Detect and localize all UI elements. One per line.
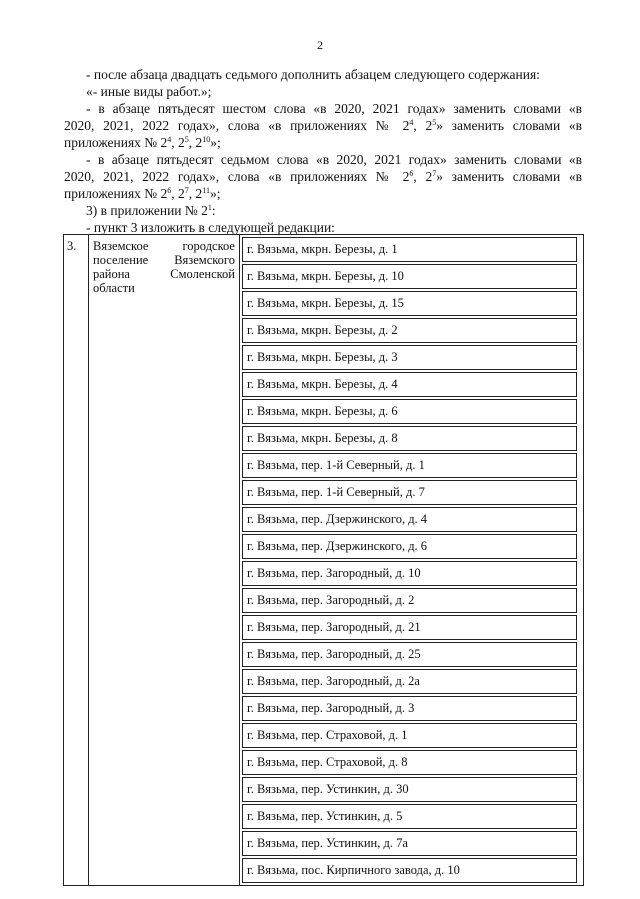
address-item: г. Вязьма, пер. Устинкин, д. 7а [242,831,577,856]
paragraph-4-line-3: приложениях № $2^6$, $2^7$, $2^{11}$»; [64,186,221,201]
municipality-line: района Смоленской [93,267,235,281]
municipality-line: поселение Вяземского [93,253,235,267]
paragraph-6: - пункт 3 изложить в следующей редакции: [86,220,335,235]
municipality-cell [89,235,240,886]
address-list [242,237,577,883]
address-item: г. Вязьма, пер. Загородный, д. 2 [242,588,577,613]
amendment-text [64,66,582,236]
paragraph-3-line-1: - в абзаце пятьдесят шестом слова «в 2020, 2021 годах» заменить словами «в [86,101,582,116]
paragraph-3-line-3: приложениях № $2^4$, $2^5$, $2^{10}$»; [64,135,221,150]
address-item: г. Вязьма, пер. 1-й Северный, д. 7 [242,480,577,505]
address-item: г. Вязьма, мкрн. Березы, д. 6 [242,399,577,424]
address-item: г. Вязьма, мкрн. Березы, д. 3 [242,345,577,370]
address-item: г. Вязьма, пер. Загородный, д. 2а [242,669,577,694]
address-item: г. Вязьма, пер. Устинкин, д. 30 [242,777,577,802]
address-item: г. Вязьма, мкрн. Березы, д. 1 [242,237,577,262]
address-item: г. Вязьма, пер. Дзержинского, д. 6 [242,534,577,559]
address-item: г. Вязьма, пер. 1-й Северный, д. 1 [242,453,577,478]
paragraph-4-line-1: - в абзаце пятьдесят седьмом слова «в 2020, 2021 годах» заменить словами «в [86,152,582,167]
municipality-line: области [93,281,135,295]
paragraph-3-line-2: 2020, 2021, 2022 годах», слова «в приложениях № $2^4$, $2^5$» заменить словами «в [64,118,582,133]
address-item: г. Вязьма, пер. Загородный, д. 10 [242,561,577,586]
page-number: 2 [317,38,323,52]
address-item: г. Вязьма, пер. Загородный, д. 3 [242,696,577,721]
address-item: г. Вязьма, пер. Устинкин, д. 5 [242,804,577,829]
address-item: г. Вязьма, мкрн. Березы, д. 4 [242,372,577,397]
address-item: г. Вязьма, пер. Загородный, д. 21 [242,615,577,640]
address-item: г. Вязьма, мкрн. Березы, д. 8 [242,426,577,451]
address-item: г. Вязьма, пер. Дзержинского, д. 4 [242,507,577,532]
paragraph-4-line-2: 2020, 2021, 2022 годах», слова «в приложениях № $2^6$, $2^7$» заменить словами «в [64,169,582,184]
address-item: г. Вязьма, пер. Страховой, д. 8 [242,750,577,775]
paragraph-1: - после абзаца двадцать седьмого дополнить абзацем следующего содержания: [86,67,540,82]
paragraph-5: 3) в приложении № $2^1$: [86,203,216,218]
address-item: г. Вязьма, мкрн. Березы, д. 10 [242,264,577,289]
municipality-line: Вяземское городское [93,239,235,253]
address-item: г. Вязьма, мкрн. Березы, д. 15 [242,291,577,316]
address-item: г. Вязьма, мкрн. Березы, д. 2 [242,318,577,343]
table-row [64,235,584,886]
paragraph-2: «- иные виды работ.»; [86,84,212,99]
row-number-cell: 3. [64,235,89,886]
address-list-cell [240,235,584,886]
address-item: г. Вязьма, пос. Кирпичного завода, д. 10 [242,858,577,883]
address-table [63,234,584,886]
address-item: г. Вязьма, пер. Загородный, д. 25 [242,642,577,667]
address-item: г. Вязьма, пер. Страховой, д. 1 [242,723,577,748]
